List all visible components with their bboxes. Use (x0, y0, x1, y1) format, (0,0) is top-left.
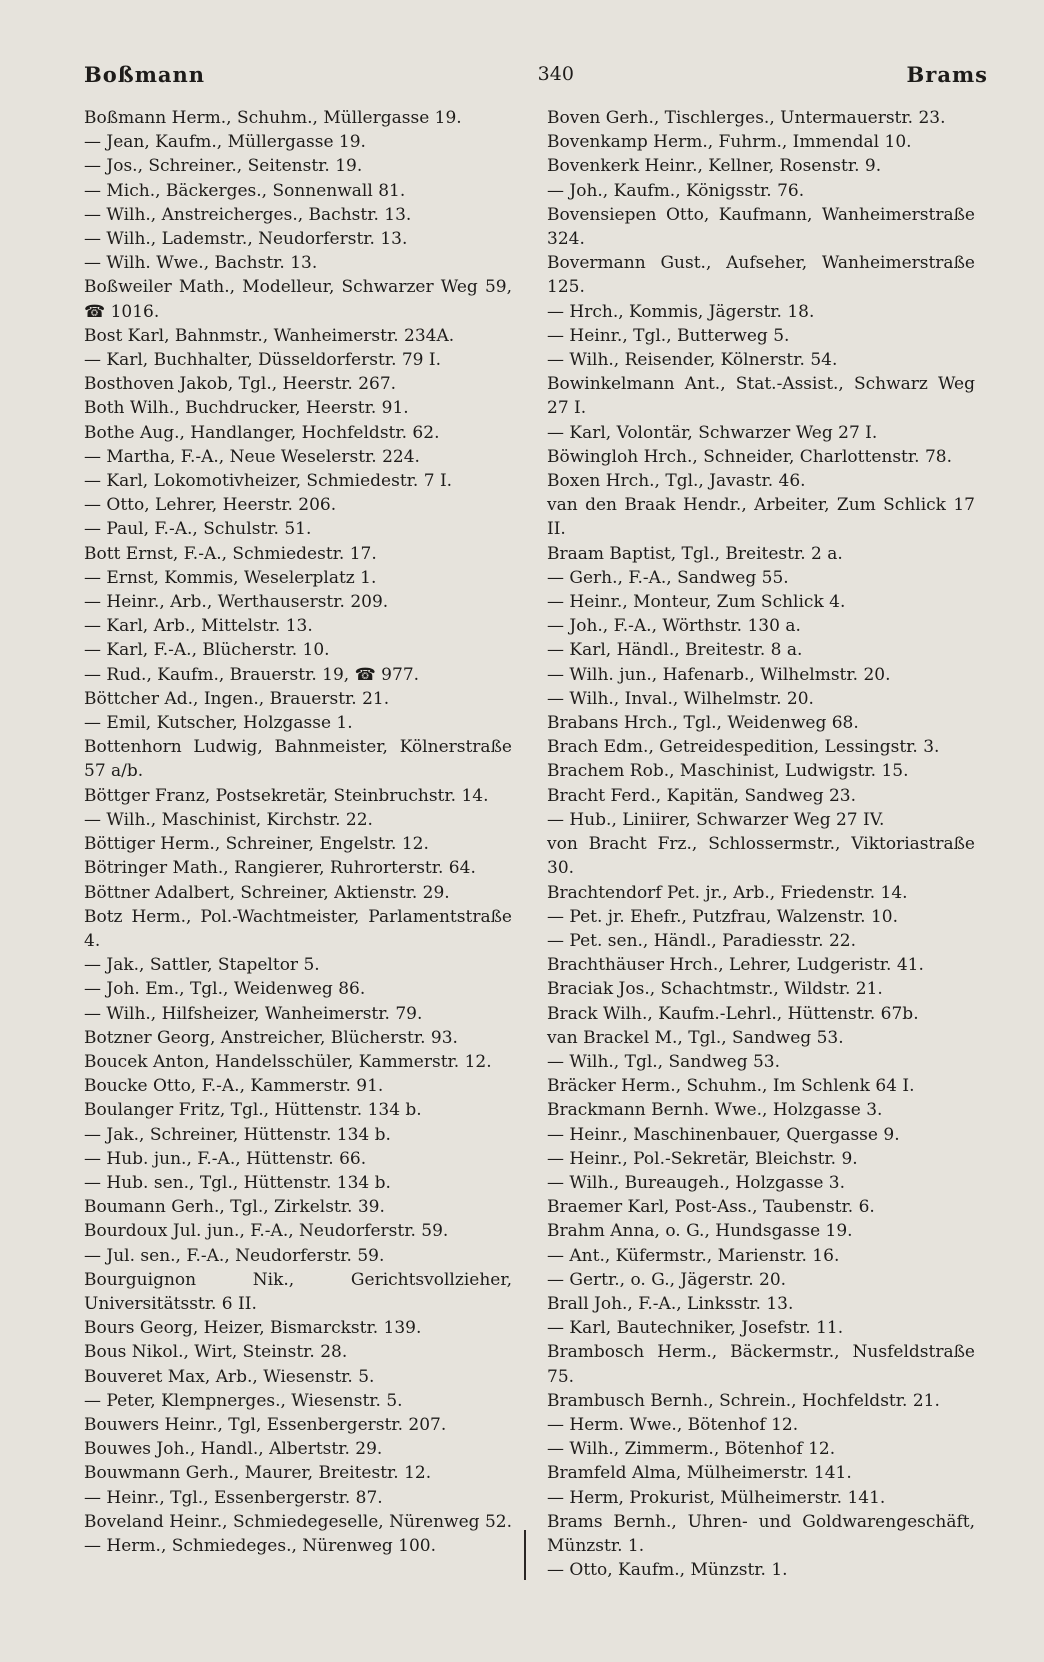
directory-entry: Böttiger Herm., Schreiner, Engelstr. 12. (84, 834, 429, 855)
directory-entry: — Karl, Lokomotivheizer, Schmiedestr. 7 I. (84, 471, 453, 492)
directory-entry: Brambusch Bernh., Schrein., Hochfeldstr. 21. (547, 1390, 940, 1411)
directory-entry: — Heinr., Tgl., Butterweg 5. (547, 325, 790, 346)
directory-entry: Bourguignon Nik., Gerichtsvollzieher, Universitätsstr. 6 II. (84, 1269, 512, 1314)
directory-entry: Brachem Rob., Maschinist, Ludwigstr. 15. (547, 761, 909, 782)
directory-entry: Brabans Hrch., Tgl., Weidenweg 68. (547, 713, 859, 734)
directory-entry: — Wilh., Inval., Wilhelmstr. 20. (547, 688, 814, 709)
directory-entry: Bottenhorn Ludwig, Bahnmeister, Kölnerstraße 57 a/b. (84, 737, 512, 782)
directory-entry: — Herm, Prokurist, Mülheimerstr. 141. (547, 1487, 886, 1508)
directory-entry: — Emil, Kutscher, Holzgasse 1. (84, 713, 353, 734)
directory-entry: Bost Karl, Bahnmstr., Wanheimerstr. 234A. (84, 325, 455, 346)
directory-entry: — Heinr., Maschinenbauer, Quergasse 9. (547, 1124, 900, 1145)
directory-entry: Brach Edm., Getreidespedition, Lessingstr. 3. (547, 737, 940, 758)
directory-entry: Boxen Hrch., Tgl., Javastr. 46. (547, 471, 806, 492)
directory-entry: Brack Wilh., Kaufm.-Lehrl., Hüttenstr. 67b. (547, 1003, 919, 1024)
directory-entry: Bouveret Max, Arb., Wiesenstr. 5. (84, 1366, 375, 1387)
directory-entry: Braam Baptist, Tgl., Breitestr. 2 a. (547, 543, 843, 564)
directory-entry: Botz Herm., Pol.-Wachtmeister, Parlamentstraße 4. (84, 906, 512, 951)
directory-entry: — Heinr., Monteur, Zum Schlick 4. (547, 592, 846, 613)
directory-entry: Böttger Franz, Postsekretär, Steinbruchstr. 14. (84, 785, 489, 806)
directory-entry: — Heinr., Arb., Werthauserstr. 209. (84, 592, 389, 613)
directory-entry: Bovensiepen Otto, Kaufmann, Wanheimerstraße 324. (547, 204, 975, 250)
directory-entry: — Wilh. Wwe., Bachstr. 13. (84, 253, 318, 274)
directory-entry: — Ant., Küfermstr., Marienstr. 16. (547, 1245, 840, 1266)
directory-entry: — Pet. sen., Händl., Paradiesstr. 22. (547, 930, 856, 951)
directory-entry: — Jak., Sattler, Stapeltor 5. (84, 955, 320, 976)
directory-entry: — Karl, F.-A., Blücherstr. 10. (84, 640, 330, 661)
directory-entry: van den Braak Hendr., Arbeiter, Zum Schlick 17 II. (547, 495, 975, 540)
directory-entry: Böwingloh Hrch., Schneider, Charlottenstr. 78. (547, 446, 952, 467)
directory-entry: — Wilh., Reisender, Kölnerstr. 54. (547, 350, 838, 371)
directory-entry: — Hrch., Kommis, Jägerstr. 18. (547, 301, 815, 322)
page-number: 340 (537, 63, 574, 85)
directory-entry: Brahm Anna, o. G., Hundsgasse 19. (547, 1221, 853, 1242)
directory-entry: — Wilh., Anstreicherges., Bachstr. 13. (84, 204, 412, 225)
directory-entry: — Jak., Schreiner, Hüttenstr. 134 b. (84, 1124, 391, 1145)
directory-entry: Bouwes Joh., Handl., Albertstr. 29. (84, 1439, 383, 1460)
directory-entry: — Karl, Händl., Breitestr. 8 a. (547, 640, 803, 661)
directory-entry: — Gertr., o. G., Jägerstr. 20. (547, 1269, 787, 1290)
directory-entry: Bracht Ferd., Kapitän, Sandweg 23. (547, 785, 857, 806)
directory-entry: Böttcher Ad., Ingen., Brauerstr. 21. (84, 688, 390, 709)
directory-entry: — Herm. Wwe., Bötenhof 12. (547, 1414, 799, 1435)
directory-entry: Bous Nikol., Wirt, Steinstr. 28. (84, 1342, 348, 1363)
directory-entry: — Karl, Volontär, Schwarzer Weg 27 I. (547, 422, 878, 443)
directory-entry: Bovenkamp Herm., Fuhrm., Immendal 10. (547, 132, 912, 153)
header-right-keyword: Brams (906, 61, 988, 87)
directory-entry: Bowinkelmann Ant., Stat.-Assist., Schwarz Weg 27 I. (547, 374, 975, 419)
directory-entry: Bramfeld Alma, Mülheimerstr. 141. (547, 1463, 852, 1484)
page-header (84, 56, 988, 92)
directory-entry: Botzner Georg, Anstreicher, Blücherstr. 93. (84, 1027, 458, 1048)
directory-entry: Brachthäuser Hrch., Lehrer, Ludgeristr. 41. (547, 955, 924, 976)
right-column (547, 106, 975, 1582)
directory-entry: — Rud., Kaufm., Brauerstr. 19, ☎ 977. (84, 664, 420, 685)
directory-entry: — Hub. sen., Tgl., Hüttenstr. 134 b. (84, 1172, 391, 1193)
directory-entry: Bouwmann Gerh., Maurer, Breitestr. 12. (84, 1463, 432, 1484)
directory-entry: — Wilh., Hilfsheizer, Wanheimerstr. 79. (84, 1003, 423, 1024)
directory-entry: — Joh., F.-A., Wörthstr. 130 a. (547, 616, 801, 637)
directory-entry: — Wilh., Bureaugeh., Holzgasse 3. (547, 1172, 846, 1193)
directory-entry: Brachtendorf Pet. jr., Arb., Friedenstr. 14. (547, 882, 908, 903)
directory-entry: Boßweiler Math., Modelleur, Schwarzer Weg 59, ☎ 1016. (84, 277, 512, 322)
directory-entry: — Wilh., Lademstr., Neudorferstr. 13. (84, 229, 408, 250)
directory-entry: — Karl, Bautechniker, Josefstr. 11. (547, 1318, 844, 1339)
directory-entry: Brambosch Herm., Bäckermstr., Nusfeldstraße 75. (547, 1342, 975, 1387)
directory-entry: — Karl, Arb., Mittelstr. 13. (84, 616, 313, 637)
directory-entry: Bovenkerk Heinr., Kellner, Rosenstr. 9. (547, 156, 882, 177)
directory-entry: — Mich., Bäckerges., Sonnenwall 81. (84, 180, 406, 201)
directory-entry: Bothe Aug., Handlanger, Hochfeldstr. 62. (84, 422, 440, 443)
directory-entry: — Martha, F.-A., Neue Weselerstr. 224. (84, 446, 420, 467)
directory-entry: — Gerh., F.-A., Sandweg 55. (547, 567, 789, 588)
directory-entry: Bours Georg, Heizer, Bismarckstr. 139. (84, 1318, 422, 1339)
directory-entry: — Joh., Kaufm., Königsstr. 76. (547, 180, 805, 201)
directory-entry: — Jos., Schreiner., Seitenstr. 19. (84, 156, 363, 177)
directory-entry: Bourdoux Jul. jun., F.-A., Neudorferstr. 59. (84, 1221, 449, 1242)
directory-entry: Brackmann Bernh. Wwe., Holzgasse 3. (547, 1100, 883, 1121)
directory-entry: Böttner Adalbert, Schreiner, Aktienstr. 29. (84, 882, 450, 903)
directory-entry: — Herm., Schmiedeges., Nürenweg 100. (84, 1535, 437, 1556)
left-column (84, 106, 512, 1558)
directory-entry: von Bracht Frz., Schlossermstr., Viktoriastraße 30. (547, 834, 975, 879)
directory-entry: Boumann Gerh., Tgl., Zirkelstr. 39. (84, 1197, 385, 1218)
directory-entry: Brall Joh., F.-A., Linksstr. 13. (547, 1293, 794, 1314)
directory-entry: Boucke Otto, F.-A., Kammerstr. 91. (84, 1076, 384, 1097)
directory-entry: — Wilh., Maschinist, Kirchstr. 22. (84, 809, 373, 830)
directory-entry: — Jean, Kaufm., Müllergasse 19. (84, 132, 366, 153)
directory-entry: Both Wilh., Buchdrucker, Heerstr. 91. (84, 398, 409, 419)
directory-entry: — Joh. Em., Tgl., Weidenweg 86. (84, 979, 366, 1000)
directory-entry: — Hub. jun., F.-A., Hüttenstr. 66. (84, 1148, 367, 1169)
directory-entry: Bott Ernst, F.-A., Schmiedestr. 17. (84, 543, 377, 564)
directory-entry: Bosthoven Jakob, Tgl., Heerstr. 267. (84, 374, 397, 395)
directory-entry: Boßmann Herm., Schuhm., Müllergasse 19. (84, 108, 462, 128)
directory-entry: Boven Gerh., Tischlerges., Untermauerstr. 23. (547, 108, 946, 128)
directory-entry: — Otto, Lehrer, Heerstr. 206. (84, 495, 337, 516)
directory-entry: — Peter, Klempnerges., Wiesenstr. 5. (84, 1390, 403, 1411)
directory-entry: — Karl, Buchhalter, Düsseldorferstr. 79 I. (84, 350, 442, 371)
directory-entry: — Otto, Kaufm., Münzstr. 1. (547, 1560, 788, 1581)
directory-entry: Bouwers Heinr., Tgl, Essenbergerstr. 207. (84, 1414, 447, 1435)
directory-entry: Boucek Anton, Handelsschüler, Kammerstr. 12. (84, 1051, 492, 1072)
directory-entry: Braciak Jos., Schachtmstr., Wildstr. 21. (547, 979, 883, 1000)
directory-entry: — Paul, F.-A., Schulstr. 51. (84, 519, 312, 540)
column-divider-mark (524, 1530, 526, 1580)
directory-entry: — Heinr., Tgl., Essenbergerstr. 87. (84, 1487, 383, 1508)
directory-entry: — Wilh. jun., Hafenarb., Wilhelmstr. 20. (547, 664, 891, 685)
directory-entry: Brams Bernh., Uhren- und Goldwarengeschäft, Münzstr. 1. (547, 1511, 975, 1556)
directory-entry: — Pet. jr. Ehefr., Putzfrau, Walzenstr. 10. (547, 906, 898, 927)
directory-entry: van Brackel M., Tgl., Sandweg 53. (547, 1027, 844, 1048)
directory-entry: Boveland Heinr., Schmiedegeselle, Nürenweg 52. (84, 1511, 512, 1532)
directory-entry: — Heinr., Pol.-Sekretär, Bleichstr. 9. (547, 1148, 858, 1169)
directory-entry: — Jul. sen., F.-A., Neudorferstr. 59. (84, 1245, 385, 1266)
directory-entry: Braemer Karl, Post-Ass., Taubenstr. 6. (547, 1197, 875, 1218)
header-left-keyword: Boßmann (84, 61, 206, 87)
directory-entry: Bräcker Herm., Schuhm., Im Schlenk 64 I. (547, 1076, 915, 1097)
directory-entry: Bovermann Gust., Aufseher, Wanheimerstraße 125. (547, 253, 975, 298)
directory-entry: — Hub., Liniirer, Schwarzer Weg 27 IV. (547, 809, 885, 830)
directory-entry: — Ernst, Kommis, Weselerplatz 1. (84, 567, 377, 588)
directory-entry: — Wilh., Zimmerm., Bötenhof 12. (547, 1439, 836, 1460)
directory-entry: — Wilh., Tgl., Sandweg 53. (547, 1051, 781, 1072)
directory-entry: Bötringer Math., Rangierer, Ruhrorterstr. 64. (84, 858, 476, 879)
directory-entry: Boulanger Fritz, Tgl., Hüttenstr. 134 b. (84, 1100, 422, 1121)
